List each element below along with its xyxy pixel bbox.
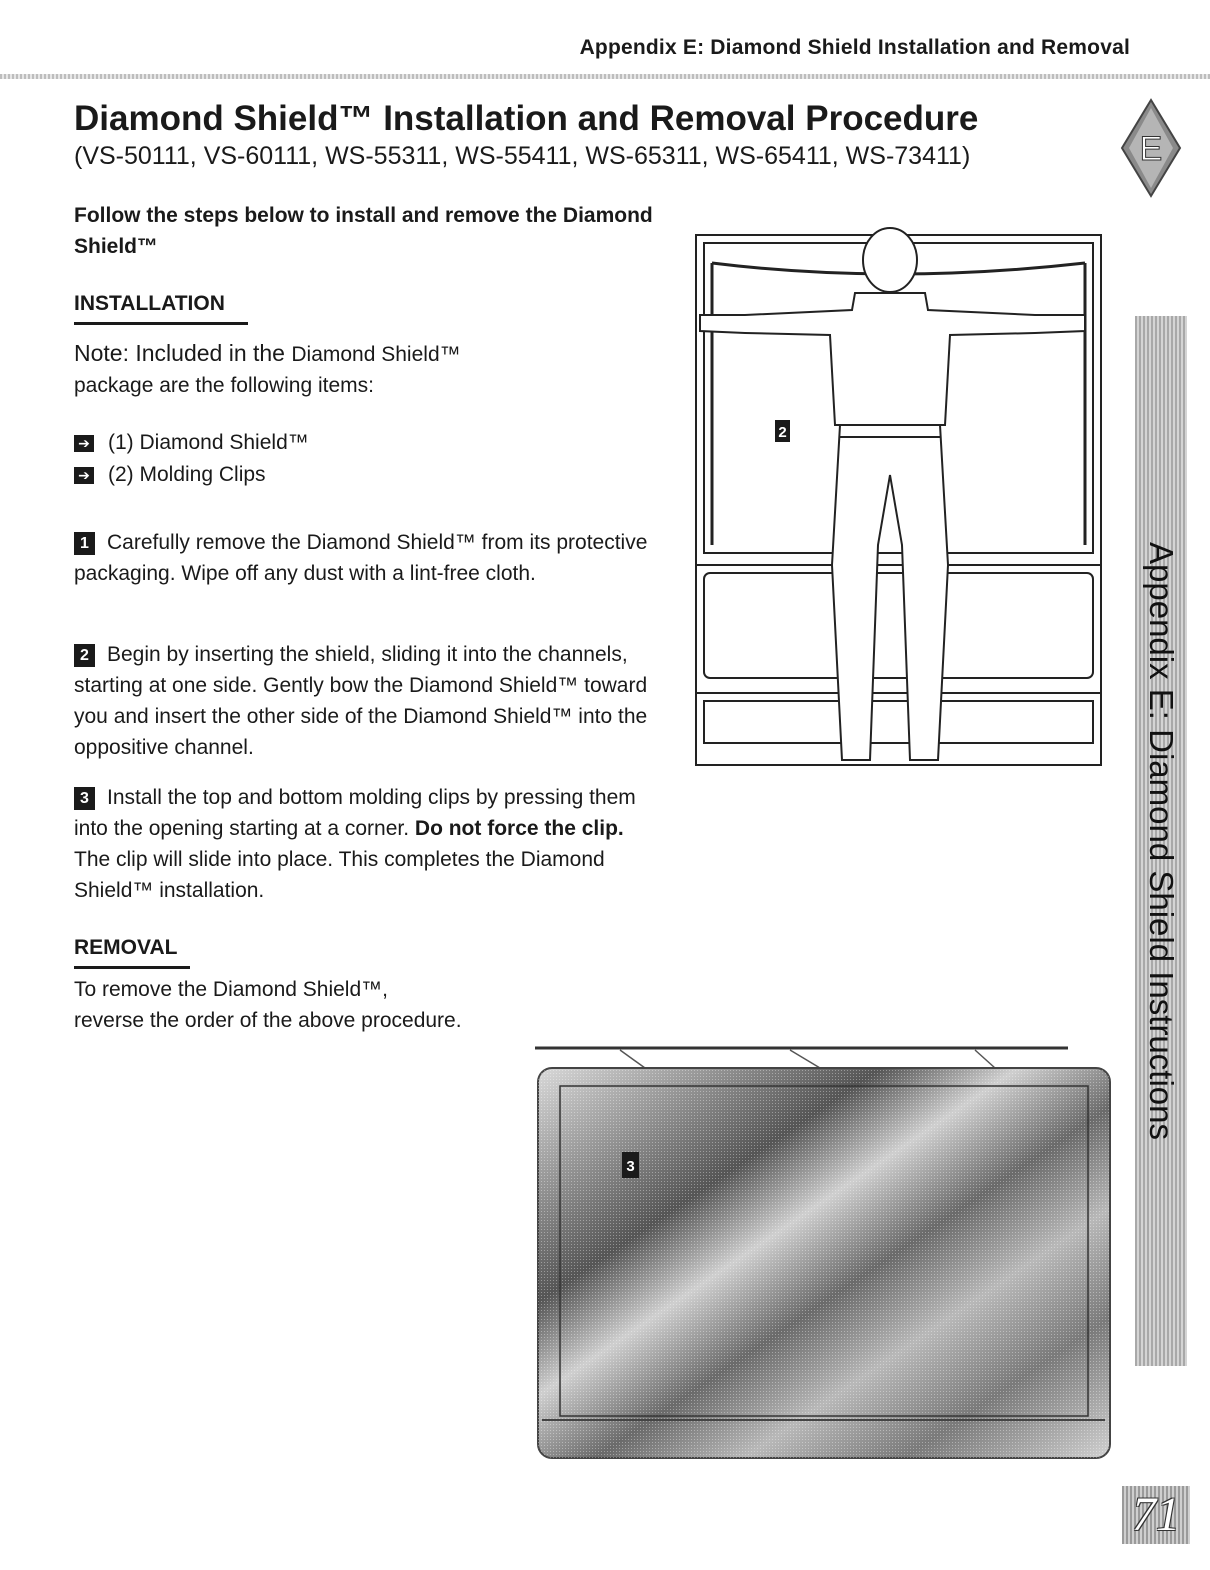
installation-illustration [690,215,1110,770]
step-text: Begin by inserting the shield, sliding it into the channels, starting at one side. Gently bow the Diamond Shield™ toward you and insert the other side of the Diamond Shield™ into the oppositive channel. [74,643,648,759]
arrow-right-icon: ➔ [74,435,94,452]
step-text-before: Install the top and bottom molding clips by pressing them into the opening starting at a corner. [74,786,636,840]
note-line2: package are the following items: [74,374,374,397]
list-item [74,459,309,491]
figure-callout-label: 2 [778,424,787,441]
page-number: 71 [1122,1486,1190,1544]
arrow-right-icon: ➔ [74,467,94,484]
step-number-badge: 3 [74,787,95,810]
step-warning: Do not force the clip. [414,817,624,840]
package-item-label: (2) Molding Clips [108,463,266,486]
package-items-list [74,427,309,491]
note-lead: Note: Included in the [74,340,292,366]
removal-line2: reverse the order of the above procedure. [74,1009,462,1032]
step-text-after: The clip will slide into place. This completes the Diamond Shield™ installation. [74,848,605,902]
step-text: Carefully remove the Diamond Shield™ from its protective packaging. Wipe off any dust with a lint-free cloth. [74,531,648,585]
running-head: Appendix E: Diamond Shield Installation and Removal [579,36,1130,59]
package-note [74,338,659,401]
list-item [74,427,309,459]
note-product: Diamond Shield™ [291,343,461,366]
removal-heading: REMOVAL [74,934,190,969]
figure-callout-label: 3 [626,1158,635,1175]
removal-text [74,974,659,1036]
header-rule [0,74,1210,79]
step-3 [74,782,659,906]
intro-lead: Follow the steps below to install and remove the Diamond Shield™ [74,204,653,258]
person-figure [700,228,1085,760]
removal-line1: To remove the Diamond Shield™, [74,978,388,1001]
shield-closeup-photo [520,1040,1120,1465]
package-item-label: (1) Diamond Shield™ [108,431,309,454]
step-number-badge: 2 [74,644,95,667]
side-tab-label: Appendix E: Diamond Shield Instructions [1143,542,1180,1140]
installation-heading: INSTALLATION [74,290,248,325]
step-1 [74,527,659,589]
step-2 [74,639,659,763]
page-title: Diamond Shield™ Installation and Removal Procedure [74,99,979,138]
model-list: (VS-50111, VS-60111, WS-55311, WS-55411, WS-65311, WS-65411, WS-73411) [74,142,971,170]
appendix-e-badge-icon [1120,98,1182,198]
step-number-badge: 1 [74,532,95,555]
badge-letter: E [1139,130,1163,168]
